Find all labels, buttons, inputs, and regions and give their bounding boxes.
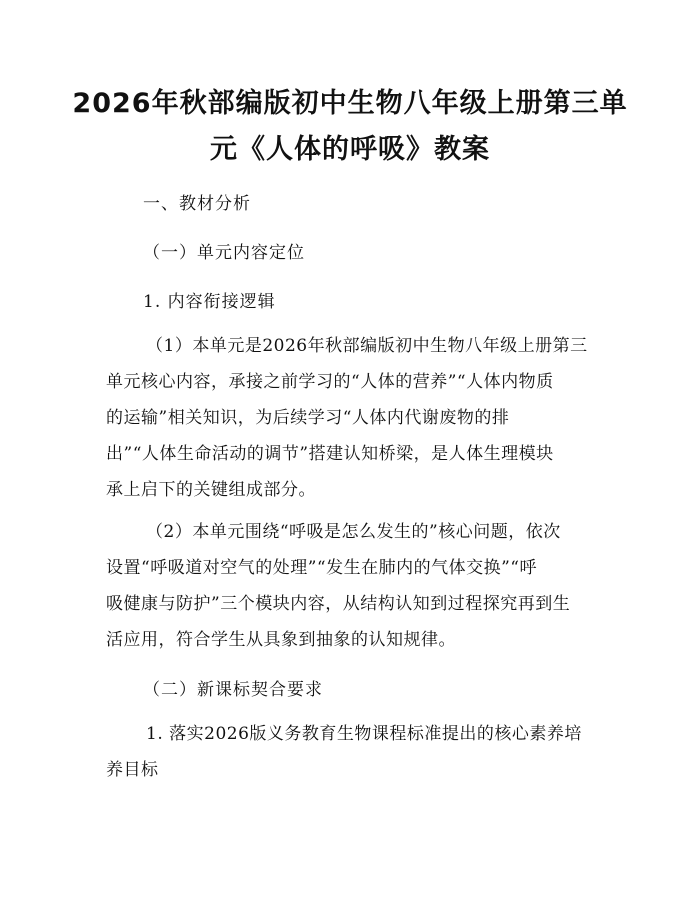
- paragraph-line: 养目标: [106, 760, 159, 780]
- document-title-line-1: 2026年秋部编版初中生物八年级上册第三单: [72, 88, 628, 119]
- paragraph-line: 单元核心内容，承接之前学习的“人体的营养”“人体内物质: [106, 372, 554, 392]
- paragraph-line: 的运输”相关知识，为后续学习“人体内代谢废物的排: [106, 408, 510, 428]
- section-heading-textbook-analysis: 一、教材分析: [143, 194, 251, 214]
- paragraph-line: 承上启下的关键组成部分。: [106, 480, 316, 500]
- paragraph-line: 吸健康与防护”三个模块内容，从结构认知到过程探究再到生: [106, 594, 571, 614]
- section-heading-unit-positioning: （一）单元内容定位: [143, 243, 305, 263]
- paragraph-unit-connection: [106, 328, 596, 508]
- paragraph-line: 活应用，符合学生从具象到抽象的认知规律。: [106, 630, 456, 650]
- paragraph-line: （1）本单元是2026年秋部编版初中生物八年级上册第三: [146, 336, 588, 356]
- paragraph-unit-structure: [106, 514, 596, 658]
- section-heading-content-logic: 1. 内容衔接逻辑: [143, 292, 276, 312]
- paragraph-core-competency: [106, 716, 596, 788]
- paragraph-line: 1. 落实2026版义务教育生物课程标准提出的核心素养培: [146, 724, 582, 744]
- document-title-line-2: 元《人体的呼吸》教案: [210, 134, 490, 165]
- paragraph-line: 出”“人体生命活动的调节”搭建认知桥梁，是人体生理模块: [106, 444, 554, 464]
- section-heading-curriculum-requirements: （二）新课标契合要求: [143, 680, 323, 700]
- paragraph-line: 设置“呼吸道对空气的处理”“发生在肺内的气体交换”“呼: [106, 558, 537, 578]
- paragraph-line: （2）本单元围绕“呼吸是怎么发生的”核心问题，依次: [146, 522, 561, 542]
